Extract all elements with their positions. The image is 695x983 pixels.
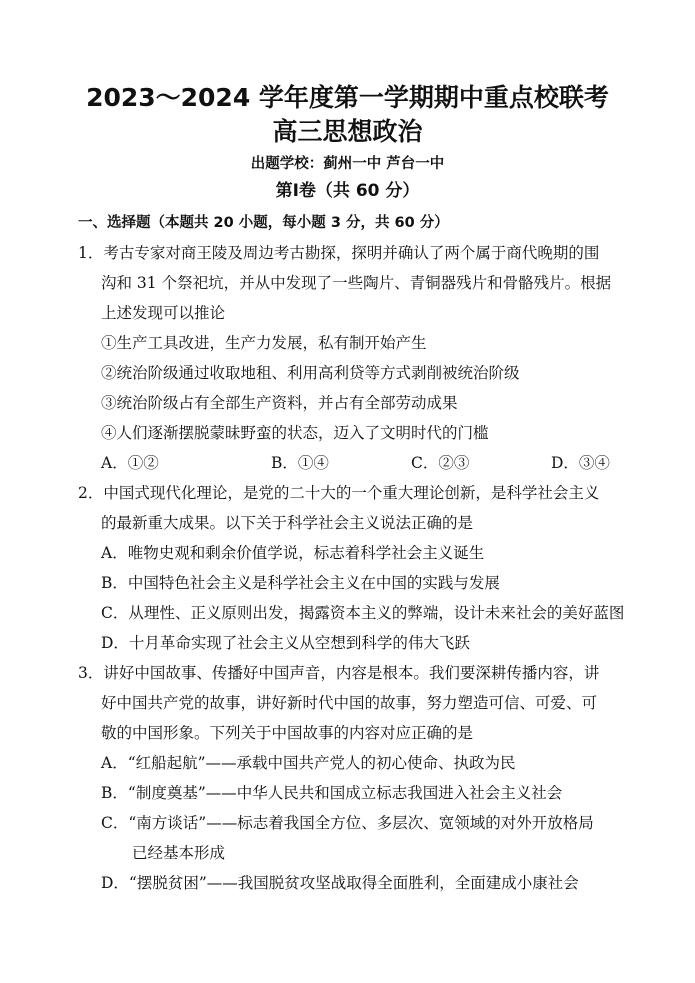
option: D．十月革命实现了社会主义从空想到科学的伟大飞跃	[101, 634, 470, 652]
option: C．“南方谈话”——标志着我国全方位、多层次、宽领域的对外开放格局	[101, 814, 594, 832]
statement: ④人们逐渐摆脱蒙昧野蛮的状态，迈入了文明时代的门槛	[101, 424, 489, 442]
question-text-line: 沟和 31 个祭祀坑，并从中发现了一些陶片、青铜器残片和骨骼残片。根据	[101, 274, 612, 292]
option: A．唯物史观和剩余价值学说，标志着科学社会主义诞生	[101, 544, 485, 562]
question-text-line: 的最新重大成果。以下关于科学社会主义说法正确的是	[101, 514, 474, 532]
option: B．“制度奠基”——中华人民共和国成立标志我国进入社会主义社会	[101, 784, 563, 802]
option: C．从理性、正义原则出发，揭露资本主义的弊端，设计未来社会的美好蓝图	[101, 604, 625, 622]
volume-heading: 第Ⅰ卷（共 60 分）	[275, 181, 420, 201]
question-text-line: 2．中国式现代化理论，是党的二十大的一个重大理论创新，是科学社会主义	[78, 484, 600, 502]
question-text-line: 好中国共产党的故事，讲好新时代中国的故事，努力塑造可信、可爱、可	[101, 694, 598, 712]
choice-c: C．②③	[411, 454, 470, 472]
question-text-line: 3．讲好中国故事、传播好中国声音，内容是根本。我们要深耕传播内容，讲	[78, 664, 600, 682]
choice-b: B．①④	[271, 454, 329, 472]
exam-subject: 高三思想政治	[272, 117, 423, 146]
statement: ①生产工具改进，生产力发展，私有制开始产生	[101, 334, 427, 352]
section-heading: 一、选择题（本题共 20 小题，每小题 3 分，共 60 分）	[78, 215, 449, 231]
option-continuation: 已经基本形成	[132, 844, 226, 862]
statement: ③统治阶级占有全部生产资料，并占有全部劳动成果	[101, 394, 458, 412]
choice-a: A．①②	[101, 454, 159, 472]
exam-title: 2023～2024 学年度第一学期期中重点校联考	[86, 83, 609, 112]
question-text-line: 上述发现可以推论	[101, 304, 226, 322]
statement: ②统治阶级通过收取地租、利用高利贷等方式剥削被统治阶级	[101, 364, 520, 382]
question-text-line: 1．考古专家对商王陵及周边考古勘探，探明并确认了两个属于商代晚期的围	[78, 244, 600, 262]
option: D．“摆脱贫困”——我国脱贫攻坚战取得全面胜利，全面建成小康社会	[101, 874, 579, 892]
question-text-line: 敬的中国形象。下列关于中国故事的内容对应正确的是	[101, 724, 474, 742]
choice-d: D．③④	[551, 454, 610, 472]
option: B．中国特色社会主义是科学社会主义在中国的实践与发展	[101, 574, 500, 592]
option: A．“红船起航”——承载中国共产党人的初心使命、执政为民	[101, 754, 516, 772]
setting-schools: 出题学校：蓟州一中 芦台一中	[250, 156, 445, 172]
